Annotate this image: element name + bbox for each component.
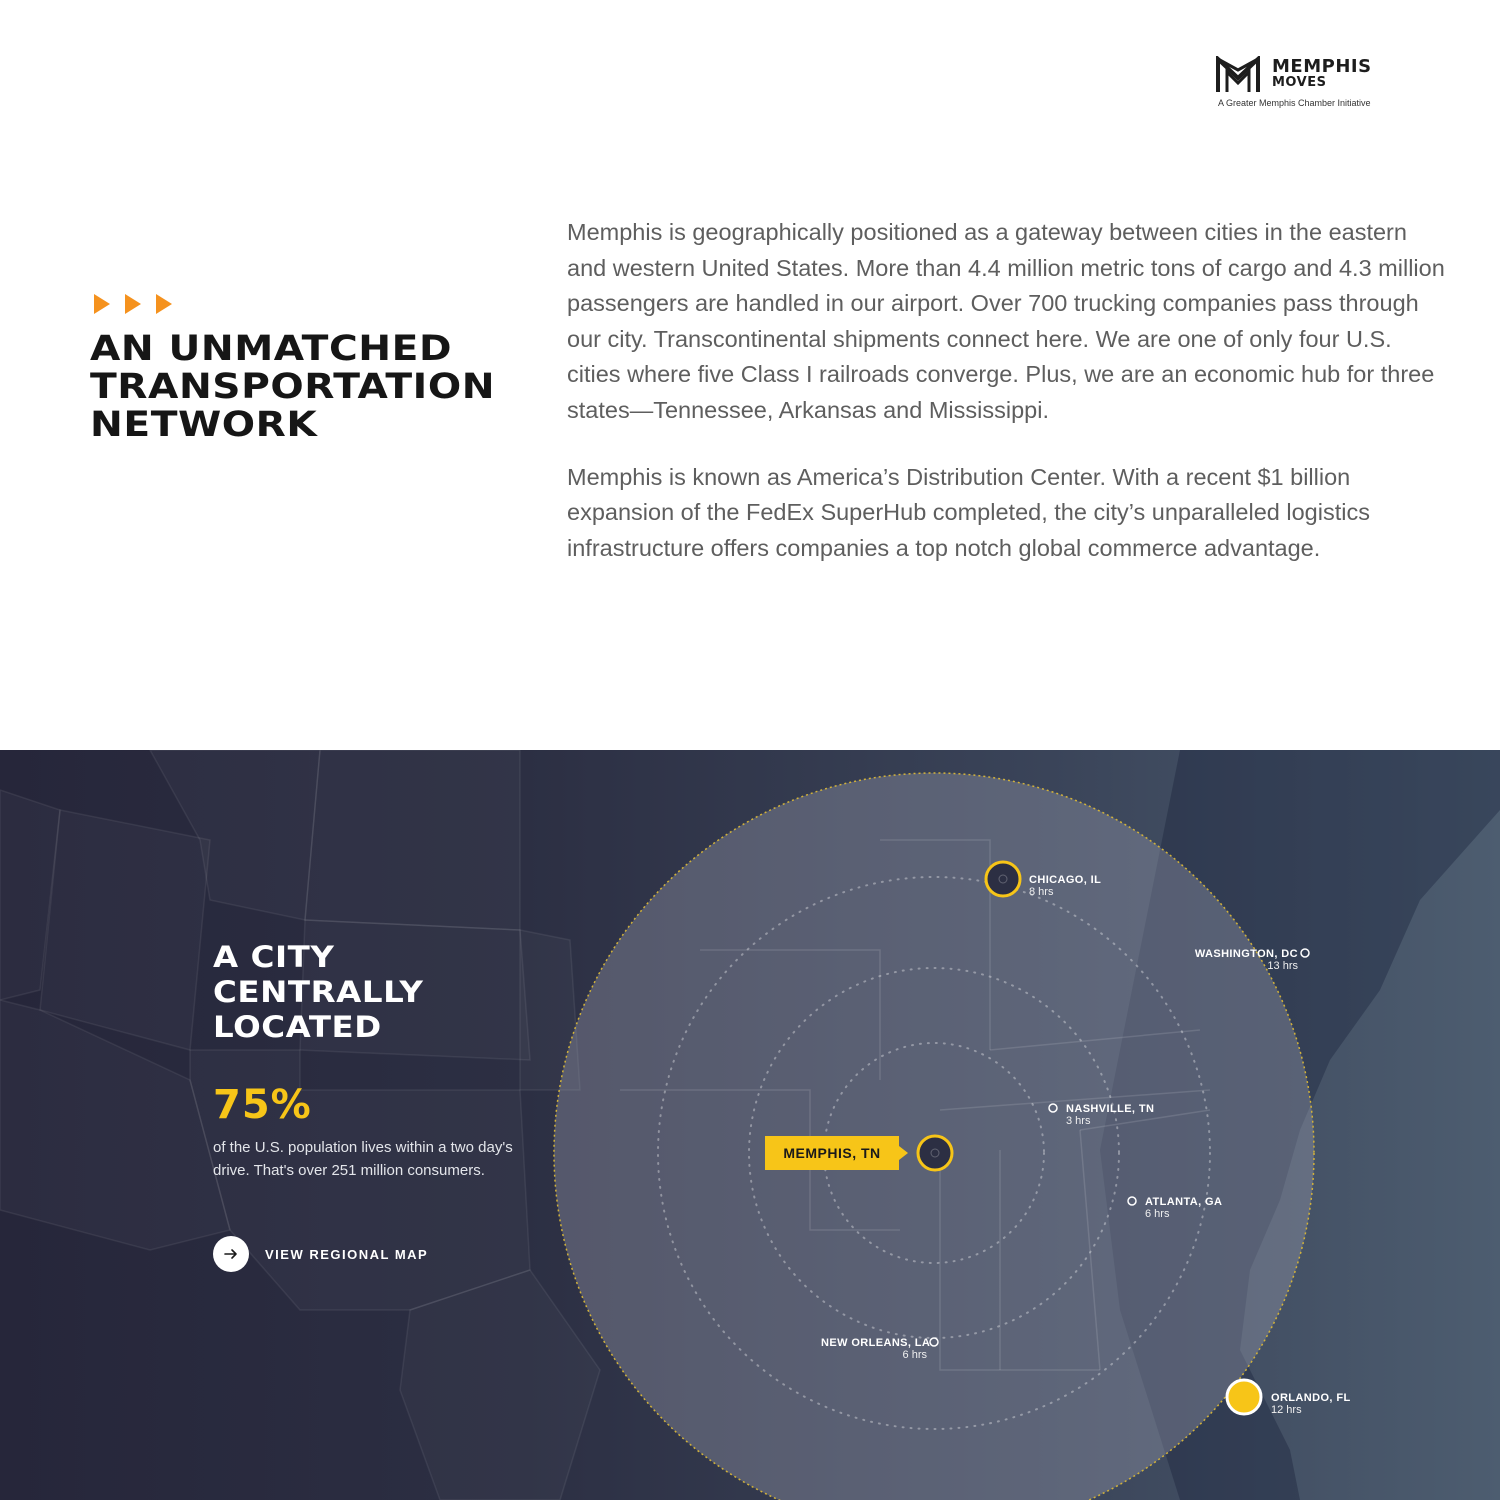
cta-label: VIEW REGIONAL MAP: [265, 1247, 429, 1262]
city-name: CHICAGO, IL: [1029, 874, 1102, 886]
heading-line: CENTRALLY: [213, 975, 424, 1009]
view-regional-map-button[interactable]: [213, 1236, 443, 1272]
city-drive-time: 13 hrs: [1267, 960, 1298, 972]
city-drive-time: 3 hrs: [1066, 1115, 1091, 1127]
population-stat-description: of the U.S. population lives within a two day's drive. That's over 251 million consumers.: [213, 1139, 513, 1179]
city-drive-time: 6 hrs: [1145, 1208, 1170, 1220]
heading-line: A CITY: [213, 940, 335, 974]
city-label-washington: [1194, 948, 1298, 972]
city-name: ATLANTA, GA: [1145, 1196, 1223, 1208]
map-heading: [213, 940, 533, 1045]
city-drive-time: 12 hrs: [1271, 1404, 1302, 1416]
memphis-hub-label: MEMPHIS, TN: [765, 1136, 899, 1170]
city-label-orlando: [1271, 1392, 1351, 1416]
city-label-chicago: [1029, 874, 1101, 898]
city-label-new-orleans: [821, 1337, 931, 1361]
map-section: [0, 750, 1500, 1500]
city-label-nashville: [1066, 1103, 1154, 1127]
logo-title: MEMPHIS: [1272, 56, 1372, 77]
memphis-m-logo-icon: [1216, 56, 1260, 94]
heading-line: LOCATED: [213, 1010, 382, 1044]
chicago-marker-icon: [986, 862, 1020, 896]
memphis-marker-icon: [918, 1136, 952, 1170]
logo-tagline: A Greater Memphis Chamber Initiative: [1218, 98, 1371, 108]
logo-subtitle: MOVES: [1272, 75, 1327, 90]
intro-paragraph: Memphis is geographically positioned as a gateway between cities in the eastern and western United States. More than 4.4 million metric tons of cargo and 4.3 million passengers are handled in our airport. Over 700 trucking companies pass through our city. Transcontinental shipments connect here. We are one of only four U.S. cities where five Class I railroads converge. Plus, we are an economic hub for three states—Tennessee, Arkansas and Mississippi.: [567, 219, 1445, 423]
city-drive-time: 6 hrs: [902, 1349, 927, 1361]
section-heading: [90, 330, 530, 444]
city-name: WASHINGTON, DC: [1194, 948, 1298, 960]
heading-line: TRANSPORTATION: [90, 367, 496, 407]
heading-line: AN UNMATCHED: [90, 329, 453, 369]
intro-paragraph: Memphis is known as America’s Distribution Center. With a recent $1 billion expansion of the FedEx SuperHub completed, the city’s unparalleled logistics infrastructure offers companies a top notch global commerce advantage.: [567, 463, 1370, 561]
city-drive-time: 8 hrs: [1029, 886, 1054, 898]
triple-arrow-icon: [92, 292, 182, 316]
intro-body: [567, 215, 1447, 597]
orlando-marker-icon: [1227, 1380, 1261, 1414]
arrow-right-icon: [213, 1236, 249, 1272]
heading-line: NETWORK: [90, 405, 318, 445]
city-name: NASHVILLE, TN: [1066, 1103, 1155, 1115]
city-name: ORLANDO, FL: [1271, 1392, 1351, 1404]
city-label-atlanta: [1145, 1196, 1222, 1220]
memphis-moves-logo[interactable]: [1216, 56, 1396, 114]
arrow-circle-icon: [213, 1236, 249, 1272]
city-name: NEW ORLEANS, LA: [821, 1337, 931, 1349]
population-stat-value: 75%: [213, 1082, 312, 1128]
